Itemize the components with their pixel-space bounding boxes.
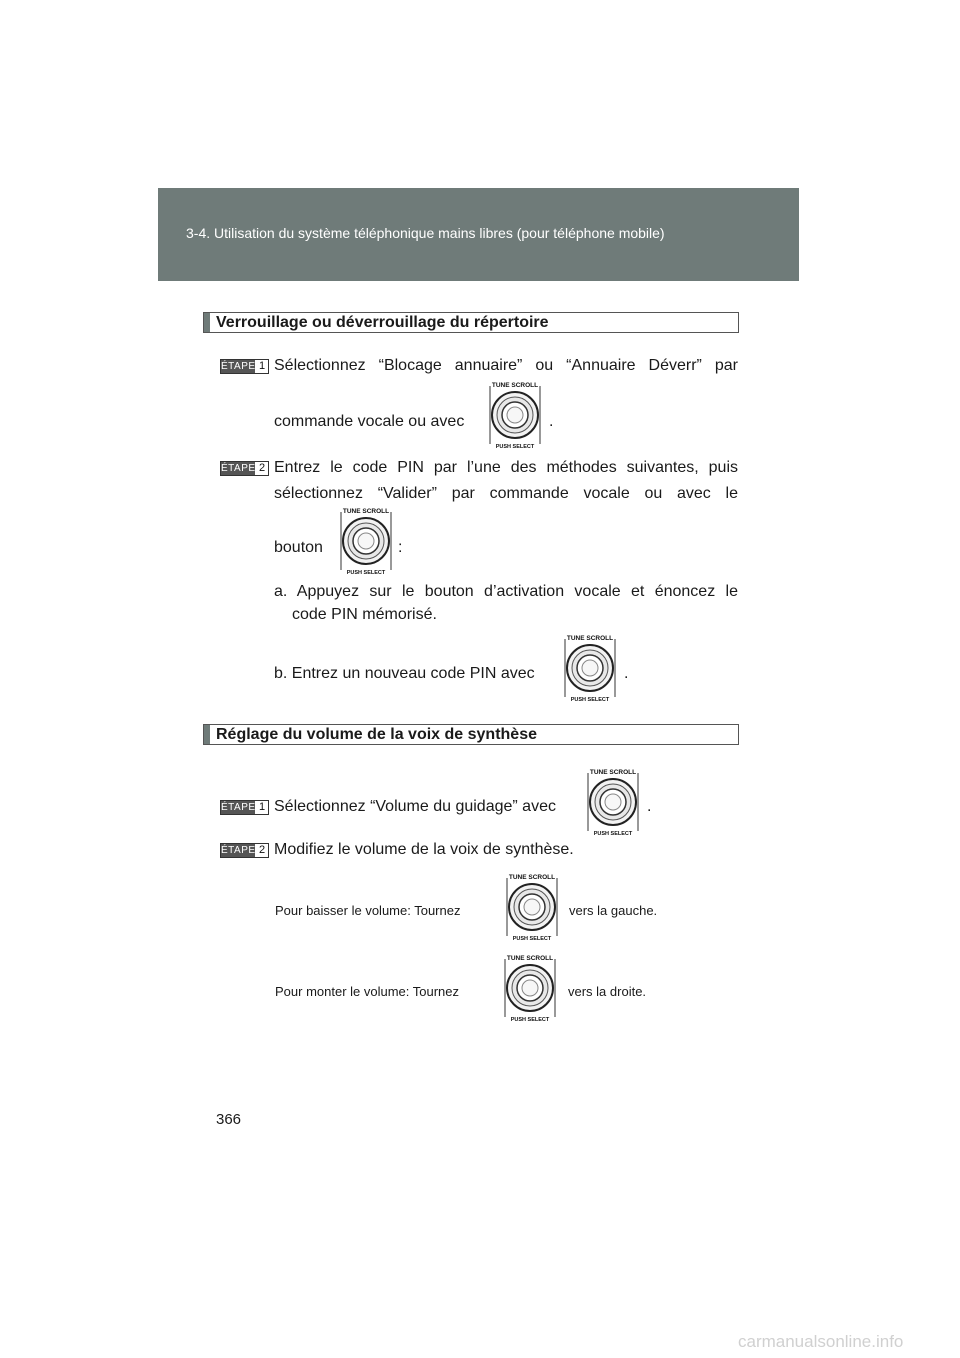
section-title: Verrouillage ou déverrouillage du répertoire	[216, 314, 549, 331]
tune-scroll-knob-icon	[495, 953, 565, 1023]
step-badge-number: 1	[258, 360, 266, 372]
raise-volume-direction: vers la droite.	[568, 984, 647, 999]
step2-line2: sélectionnez “Valider” par commande vocale ou avec le	[274, 485, 738, 502]
step-badge-number: 2	[258, 844, 266, 856]
raise-volume-text: Pour monter le volume: Tournez	[275, 984, 460, 999]
svg-text:PUSH SELECT: PUSH SELECT	[570, 697, 610, 703]
step-badge-1	[220, 800, 269, 815]
tune-scroll-knob-icon	[331, 506, 401, 576]
step-badge-1	[220, 359, 269, 374]
svg-text:TUNE SCROLL: TUNE SCROLL	[589, 769, 637, 776]
svg-text:PUSH SELECT: PUSH SELECT	[593, 831, 633, 837]
step-badge-2	[220, 843, 269, 858]
option-b-tail: .	[624, 665, 629, 682]
svg-text:TUNE SCROLL: TUNE SCROLL	[491, 382, 539, 389]
s2-step1-tail: .	[647, 798, 652, 815]
lower-volume-text: Pour baisser le volume: Tournez	[275, 903, 461, 918]
step-badge-label: ÉTAPE	[221, 802, 256, 813]
chapter-header-band	[158, 188, 799, 281]
step-badge-2	[220, 461, 269, 476]
step2-line3: bouton	[274, 539, 323, 556]
svg-text:PUSH SELECT: PUSH SELECT	[510, 1017, 550, 1023]
svg-text:TUNE SCROLL: TUNE SCROLL	[566, 635, 614, 642]
lower-volume-direction: vers la gauche.	[569, 903, 658, 918]
section-heading-voice-volume	[203, 724, 739, 745]
chapter-title: 3-4. Utilisation du système téléphonique mains libres (pour téléphone mobile)	[186, 225, 665, 241]
step1-line1: Sélectionnez “Blocage annuaire” ou “Annuaire Déverr” par	[274, 357, 738, 374]
svg-text:PUSH SELECT: PUSH SELECT	[495, 444, 535, 450]
step-badge-number: 1	[258, 801, 266, 813]
step-badge-label: ÉTAPE	[221, 361, 256, 372]
step2-line1: Entrez le code PIN par l’une des méthodes suivantes, puis	[274, 459, 738, 476]
section-heading-accent	[204, 313, 210, 332]
tune-scroll-knob-icon	[555, 633, 625, 703]
option-a-line1: a. Appuyez sur le bouton d’activation vocale et énoncez le	[274, 583, 738, 600]
section-heading-accent	[204, 725, 210, 744]
s2-step2-text: Modifiez le volume de la voix de synthèse.	[274, 841, 574, 858]
tune-scroll-knob-icon	[578, 767, 648, 837]
svg-text:TUNE SCROLL: TUNE SCROLL	[508, 874, 556, 881]
tune-scroll-knob-icon	[480, 380, 550, 450]
step-badge-label: ÉTAPE	[221, 845, 256, 856]
step-badge-label: ÉTAPE	[221, 463, 256, 474]
tune-scroll-knob-icon	[497, 872, 567, 942]
option-a-line2: code PIN mémorisé.	[292, 606, 437, 623]
section-title: Réglage du volume de la voix de synthèse	[216, 726, 537, 743]
svg-text:PUSH SELECT: PUSH SELECT	[346, 570, 386, 576]
s2-step1-text: Sélectionnez “Volume du guidage” avec	[274, 798, 556, 815]
svg-text:TUNE SCROLL: TUNE SCROLL	[506, 955, 554, 962]
svg-text:PUSH SELECT: PUSH SELECT	[512, 936, 552, 942]
step-badge-number: 2	[258, 462, 266, 474]
step1-line2: commande vocale ou avec	[274, 413, 465, 430]
step1-tail: .	[549, 413, 554, 430]
svg-text:TUNE SCROLL: TUNE SCROLL	[342, 508, 390, 515]
section-heading-phonebook-lock	[203, 312, 739, 333]
page-number: 366	[216, 1111, 242, 1128]
watermark: carmanualsonline.info	[738, 1332, 904, 1351]
step2-tail: :	[398, 539, 403, 556]
option-b-text: b. Entrez un nouveau code PIN avec	[274, 665, 535, 682]
